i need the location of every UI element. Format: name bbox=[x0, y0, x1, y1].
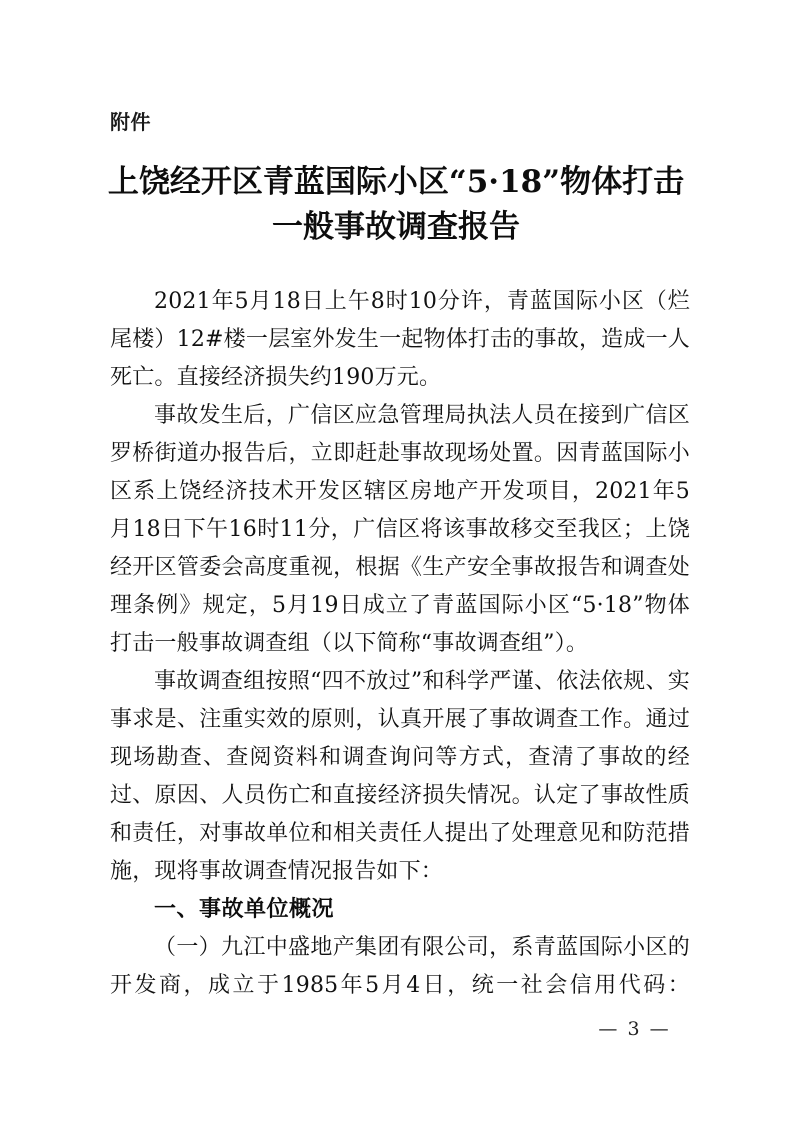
paragraph-incident-summary: 2021年5月18日上午8时10分许，青蓝国际小区（烂尾楼）12#楼一层室外发生一起物体打击的事故，造成一人死亡。直接经济损失约190万元。 bbox=[110, 289, 690, 390]
page-footer bbox=[0, 1018, 793, 1040]
page-title bbox=[96, 160, 696, 250]
page-title-line-1: 上饶经开区青蓝国际小区“5·18”物体打击 bbox=[107, 164, 685, 200]
section-heading-unit-overview: 一、事故单位概况 bbox=[154, 897, 335, 922]
document-body bbox=[110, 283, 690, 1005]
paragraph-response-and-team: 事故发生后，广信区应急管理局执法人员在接到广信区罗桥街道办报告后，立即赶赴事故现场处置。因青蓝国际小区系上饶经济技术开发区辖区房地产开发项目，2021年5月18日下午16时11分，广信区将该事故移交至我区；上饶经开区管委会高度重视，根据《生产安全事故报告和调查处理条例》规定，5月19日成立了青蓝国际小区“5·18”物体打击一般事故调查组（以下简称“事故调查组”）。 bbox=[110, 403, 690, 656]
page-title-line-2: 一般事故调查报告 bbox=[272, 209, 520, 245]
page-number: — 3 — bbox=[598, 1018, 671, 1040]
paragraph-investigation-method: 事故调查组按照“四不放过”和科学严谨、依法依规、实事求是、注重实效的原则，认真开展了事故调查工作。通过现场勘查、查阅资料和调查询问等方式，查清了事故的经过、原因、人员伤亡和直接经济损失情况。认定了事故性质和责任，对事故单位和相关责任人提出了处理意见和防范措施，现将事故调查情况报告如下： bbox=[110, 669, 690, 884]
paragraph-company-profile: （一）九江中盛地产集团有限公司，系青蓝国际小区的开发商，成立于1985年5月4日，统一社会信用代码： bbox=[110, 935, 690, 998]
attachment-label: 附件 bbox=[110, 110, 151, 134]
